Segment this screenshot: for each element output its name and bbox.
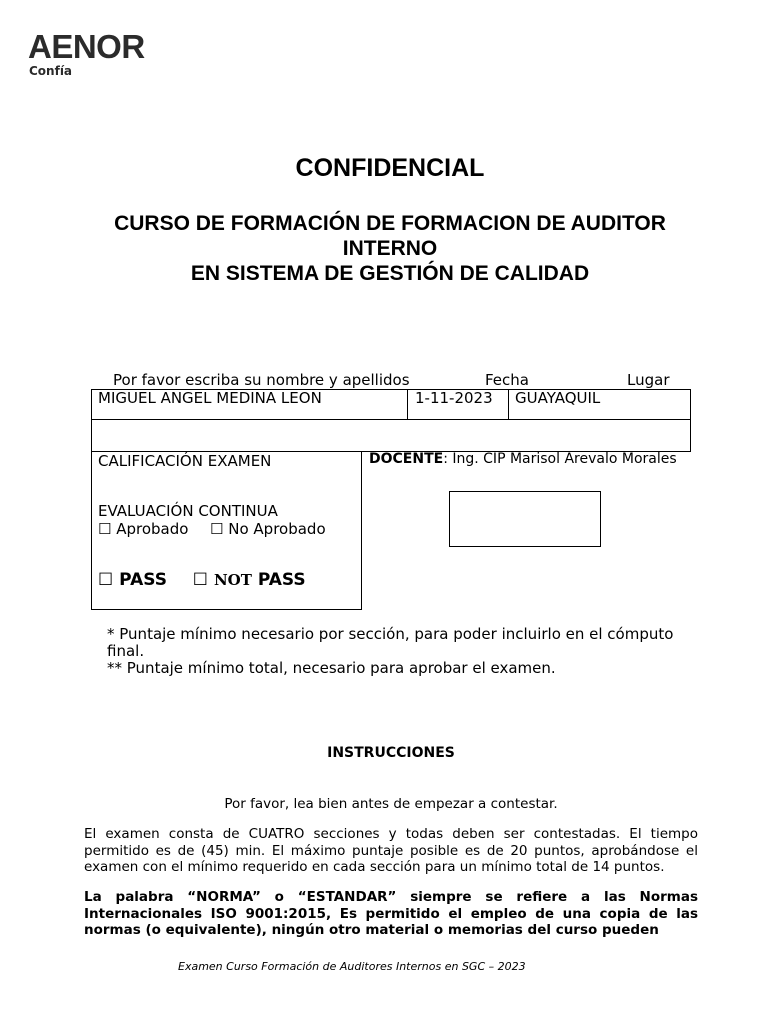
aprobado-checkbox[interactable]: ☐ [98,520,112,538]
date-header: Fecha [485,371,529,389]
name-header: Por favor escriba su nombre y apellidos [113,371,410,389]
aprobado-label: Aprobado [116,520,189,538]
no-aprobado-checkbox[interactable]: ☐ [210,520,224,538]
course-line-2: INTERNO [342,237,438,260]
signature-box[interactable] [449,491,601,547]
empty-row [91,419,691,452]
not-label: NOT [213,571,252,589]
pass-label: PASS [119,570,167,590]
instructions-intro: Por favor, lea bien antes de empezar a contestar. [224,796,558,812]
course-title [6,211,768,286]
page-footer: Examen Curso Formación de Auditores Internos en SGC – 2023 [178,960,526,973]
not-pass-label: PASS [257,570,306,590]
approval-options [98,520,326,538]
aenor-logo [28,30,145,78]
document-title: CONFIDENCIAL [295,154,485,182]
docente-value: : Ing. CIP Marisol Arevalo Morales [443,451,677,467]
divider [508,389,509,420]
no-aprobado-label: No Aprobado [228,520,326,538]
logo-tagline: Confía [29,64,73,78]
course-line-1: CURSO DE FORMACIÓN DE FORMACION DE AUDITOR [114,212,666,235]
note-1: * Puntaje mínimo necesario por sección, para poder incluirlo en el cómputo final. [107,625,674,660]
pass-checkbox[interactable]: ☐ [98,570,114,590]
not-pass-checkbox[interactable]: ☐ [192,570,209,590]
course-line-3: EN SISTEMA DE GESTIÓN DE CALIDAD [190,262,590,285]
instructions-paragraph-1: El examen consta de CUATRO secciones y todas deben ser contestadas. El tiempo permitido es de (45) min. El máximo puntaje posible es de 20 puntos, aprobándose el examen con el mínimo requerido en cada sección para un mínimo total de 14 puntos. [84,826,698,875]
logo-wordmark: AENOR [28,28,145,65]
name-field[interactable]: MIGUEL ANGEL MEDINA LEON [98,389,322,407]
place-field[interactable]: GUAYAQUIL [515,389,601,407]
evaluacion-label: EVALUACIÓN CONTINUA [98,502,278,520]
note-2: ** Puntaje mínimo total, necesario para aprobar el examen. [107,659,556,677]
calificacion-label: CALIFICACIÓN EXAMEN [98,452,272,470]
instructions-paragraph-2: La palabra “NORMA” o “ESTANDAR” siempre se refiere a las Normas Internacionales ISO 9001:2015, Es permitido el empleo de una copia de las normas (o equivalente), ningún otro material o memorias del curso pueden [84,889,698,938]
instructions-heading: INSTRUCCIONES [327,745,455,761]
pass-options [98,570,306,590]
place-header: Lugar [627,371,670,389]
date-field[interactable]: 1-11-2023 [415,389,493,407]
docente-label: DOCENTE [369,451,444,467]
docente [369,451,677,467]
divider [407,389,408,420]
notes [107,626,707,677]
